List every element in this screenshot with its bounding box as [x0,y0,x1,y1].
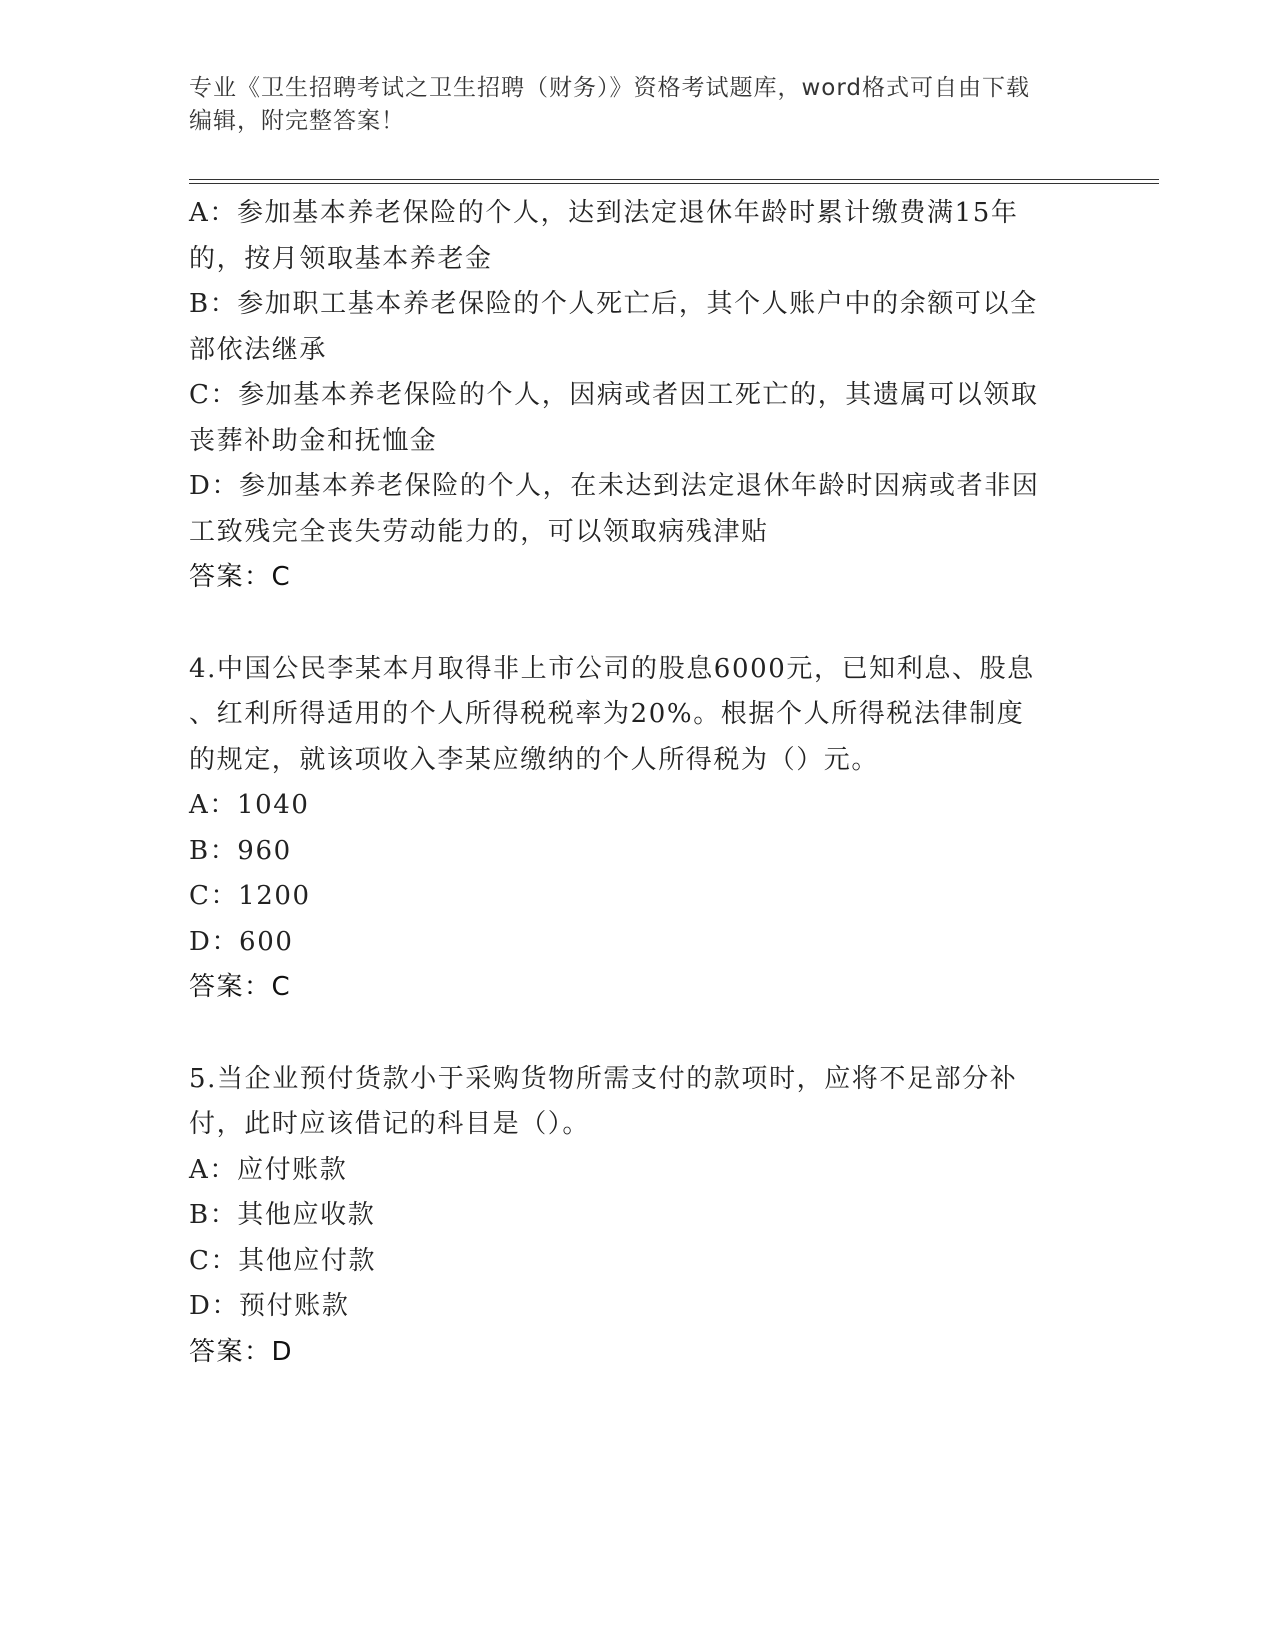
option-line: A：参加基本养老保险的个人，达到法定退休年龄时累计缴费满15年 [189,198,1019,228]
option-d [189,464,1089,555]
option-line: C：参加基本养老保险的个人，因病或者因工死亡的，其遗属可以领取 [189,380,1039,410]
option-line: 部依法继承 [189,334,328,365]
option-b: B：其他应收款 [189,1200,376,1230]
document-body [189,191,1089,1375]
option-c: C：其他应付款 [189,1245,377,1276]
stem-line: 付，此时应该借记的科目是（）。 [189,1109,591,1139]
option-line: 丧葬补助金和抚恤金 [189,425,438,456]
header-line-2: 编辑，附完整答案！ [189,108,405,134]
option-a: A：1040 [189,790,310,820]
option-line: B：参加职工基本养老保险的个人死亡后，其个人账户中的余额可以全 [189,289,1038,319]
document-header [189,72,1089,138]
option-line: 工致残完全丧失劳动能力的，可以领取病残津贴 [189,516,769,547]
question-stem [189,1057,1089,1148]
option-c [189,373,1089,464]
answer-line: 答案：D [189,1336,294,1367]
question-5-block [189,1057,1089,1376]
header-line-1: 专业《卫生招聘考试之卫生招聘（财务）》资格考试题库，word格式可自由下载 [189,75,1031,101]
option-a: A：应付账款 [189,1154,348,1185]
stem-line: 4.中国公民李某本月取得非上市公司的股息6000元，已知利息、股息 [189,653,1035,684]
answer-line: 答案：C [189,562,292,592]
stem-line: 5.当企业预付货款小于采购货物所需支付的款项时，应将不足部分补 [189,1063,1018,1094]
question-4-block [189,647,1089,1011]
option-b [189,282,1089,373]
option-b: B：960 [189,835,292,866]
header-rule-top [189,179,1159,180]
stem-line: 、红利所得适用的个人所得税税率为20%。根据个人所得税法律制度 [189,699,1025,729]
stem-line: 的规定，就该项收入李某应缴纳的个人所得税为（）元。 [189,744,880,775]
question-3-block [189,191,1089,601]
header-rule-bottom [189,183,1159,184]
option-line: 的，按月领取基本养老金 [189,243,493,274]
option-d: D：600 [189,926,294,957]
question-stem [189,647,1089,784]
option-line: D：参加基本养老保险的个人，在未达到法定退休年龄时因病或者非因 [189,471,1040,501]
answer-line: 答案：C [189,972,292,1002]
option-a [189,191,1089,282]
option-d: D：预付账款 [189,1291,350,1321]
option-c: C：1200 [189,881,311,911]
